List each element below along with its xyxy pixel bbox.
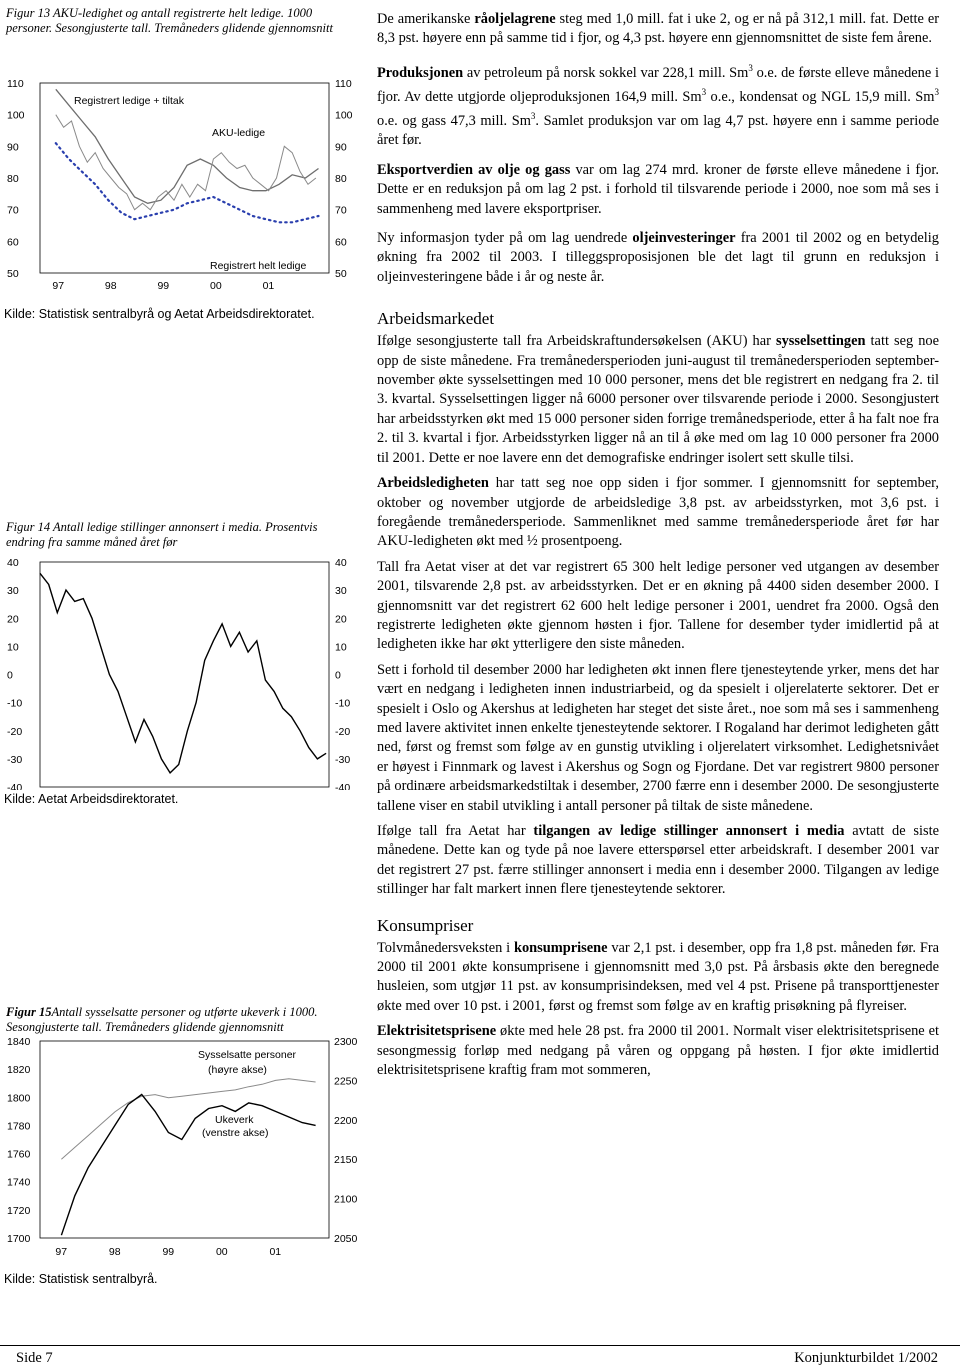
y-tick-label-right: -30 [335, 753, 351, 766]
y-tick-label-right: 2200 [334, 1114, 358, 1127]
text: var 2,1 pst. i desember, opp fra 1,8 pst. måneden før. Fra 2000 til 2001 økte konsumprisene i gjennomsnitt med 3,0 pst. På årsbasis økte den beregnede husleien, som utgjør 11 pst. av konsumprisindeksen, med vel 4 pst. Prisene på transporttjenester økte med over 10 pst. i 2001, først og fremst som følge av en kraftig prisøkning på flyreiser. [377, 939, 940, 1014]
keyword: sysselsettingen [775, 333, 866, 350]
y-tick-label-left: 10 [7, 641, 19, 654]
series-line [56, 143, 319, 222]
y-tick-label-left: 20 [7, 613, 19, 626]
plot-frame [40, 562, 329, 787]
y-tick-label-right: 100 [335, 109, 353, 122]
y-tick-label-left: 1720 [7, 1204, 31, 1217]
text: o.e. de første elleve månedene i fjor. Av dette utgjorde oljeproduksjonen 164,9 mill. Sm [377, 64, 939, 105]
figure-15-caption-text: Antall sysselsatte personer og utførte ukeverk i 1000. Sesongjusterte tall. Tremåneders glidende gjennomsnitt [6, 1005, 318, 1034]
y-tick-label-left: 110 [7, 78, 24, 90]
y-tick-label-right: 10 [335, 641, 347, 654]
x-tick-label: 99 [157, 280, 170, 292]
text: Ifølge tall fra Aetat har [377, 823, 534, 840]
series-line [56, 115, 316, 210]
text: var om lag 274 mrd. kroner de første elleve månedene i fjor. Dette er en reduksjon på om lag 2 pst. i forhold til tilsvarende periode i 2000, noe som må ses i sammenheng med lavere eksportpriser. [377, 161, 939, 217]
y-tick-label-right: 60 [335, 236, 347, 249]
figure-15 [0, 1005, 365, 1295]
y-tick-label-right: -40 [335, 782, 351, 790]
y-tick-label-left: 1820 [7, 1064, 31, 1077]
paragraph-oljeinvesteringer [377, 229, 939, 287]
y-tick-label-left: -10 [7, 697, 23, 710]
figure-13-caption-text: AKU-ledighet og antall registrerte helt ledige. 1000 personer. Sesongjusterte tall. Tremåneders glidende gjennomsnitt [6, 6, 333, 35]
text: Ny informasjon tyder på om lag uendrede [377, 230, 633, 247]
y-tick-label-right: 70 [335, 204, 347, 217]
x-tick-label: 98 [108, 1246, 121, 1258]
text: tatt seg noe opp de siste månedene. Fra tremånedersperioden juni-august til tremånedersperioden september-november økte sysselsettingen med 10 000 personer, mens det ble registrert en nedgang fra 2. til 3. kvartal. Sysselsettingen ligger nå 6000 personer over tilsvarende periode i 2000. Sesongjustert har arbeidsstyrken økt med 15 000 personer siden forrige tremånedsperiode, etter å ha falt noe fra 2. til 3. kvartal i fjor. Arbeidsstyrken ligger nå an til å øke med om lag 10 000 personer fra 2000 til 2001. Dette er noe lavere enn det demografiske endringer isolert sett skulle tilsi. [377, 333, 939, 466]
x-tick-label: 97 [55, 1246, 68, 1258]
series-line [40, 573, 326, 773]
x-tick-label: 01 [269, 1246, 282, 1258]
y-tick-label-left: 1760 [7, 1148, 31, 1161]
figure-15-chart [0, 1005, 365, 1275]
paragraph-desember: Sett i forhold til desember 2000 har ledigheten økt innen flere tjenesteytende yrker, mens det har vært en nedgang i ledigheten innen industriarbeid, og da spesielt i oljerelaterte sektorer. Det er spesielt i Oslo og Akershus at ledigheten har steget det siste året., noe som må ses i sammenheng med lavere aktivitet innen enkelte tjenesteytende sektorer. I Rogaland har derimot ledigheten gått ned, først og fremst som følge av en gunstig utvikling i oljerelatert virksomhet. Ledighetsnivået er høyest i Finnmark og lavest i Akershus og Sogn og Fjordane. Det var registrert 9800 personer på ordinære arbeidsmarkedstiltak i desember, 2700 færre enn i desember 2000. De sesongjusterte tallene viser en stabil utvikling i antall personer på tiltak de siste månedene. [377, 661, 939, 814]
superscript: 3 [530, 111, 536, 122]
figure-15-number: Figur 15 [6, 1005, 52, 1019]
paragraph-eksport [377, 161, 939, 219]
y-tick-label-right: 110 [335, 78, 352, 90]
y-tick-label-left: -20 [7, 725, 23, 738]
y-tick-label-right: 2300 [334, 1036, 358, 1048]
y-tick-label-left: 70 [7, 204, 19, 217]
keyword: oljeinvesteringer [632, 230, 736, 247]
y-tick-label-left: 1780 [7, 1120, 31, 1133]
y-tick-label-right: 30 [335, 585, 347, 598]
y-tick-label-left: 90 [7, 141, 19, 154]
y-tick-label-left: 40 [7, 557, 19, 569]
series-line [61, 1095, 315, 1236]
y-tick-label-right: -20 [335, 725, 351, 738]
paragraph-stillinger [377, 822, 939, 900]
y-tick-label-right: 50 [335, 268, 347, 280]
text: De amerikanske [377, 11, 475, 27]
x-tick-label: 01 [262, 280, 275, 292]
text: o.e. og gass 47,3 mill. Sm [377, 113, 531, 130]
page-number: Side 7 [16, 1350, 53, 1366]
figure-14-chart [0, 520, 365, 790]
text: o.e., kondensat og NGL 15,9 mill. Sm [706, 88, 935, 105]
y-tick-label-left: 1800 [7, 1092, 31, 1105]
y-tick-label-left: 80 [7, 173, 19, 185]
x-tick-label: 00 [210, 280, 222, 292]
y-tick-label-right: -10 [335, 697, 351, 710]
heading-konsumpriser: Konsumpriser [377, 915, 474, 935]
x-tick-label: 00 [215, 1246, 228, 1258]
y-tick-label-right: 2150 [334, 1154, 358, 1167]
keyword: konsumprisene [513, 939, 608, 956]
text: har tatt seg noe opp siden i fjor sommer. I gjennomsnitt for september, oktober og november utgjorde de arbeidsledige 3,8 pst. av arbeidsstyrken, mot 3,6 pst. i foregående tremånedersperiode. Sammenliknet med samme tremånedersperiode året før har AKU-ledigheten økt med ½ prosentpoeng. [377, 475, 939, 550]
article-column [377, 10, 939, 1086]
text: økte med hele 28 pst. fra 2000 til 2001. Normalt viser elektrisitetsprisene et sesongmessig forløp med nedgang på våren og oppgang på høsten. I fjor økte imidlertid elektrisitetsprisene kraftig fram mot sommeren, [377, 1023, 939, 1079]
y-tick-label-right: 40 [335, 557, 347, 569]
plot-frame [40, 83, 329, 273]
y-tick-label-right: 2050 [334, 1233, 358, 1245]
figure-13 [0, 0, 365, 330]
figure-14-caption-text: Antall ledige stillinger annonsert i media. Prosentvis endring fra samme måned året før [6, 520, 318, 549]
figure-14-source: Kilde: Aetat Arbeidsdirektoratet. [4, 792, 179, 806]
superscript: 3 [701, 87, 707, 98]
y-tick-label-left: 1740 [7, 1176, 31, 1189]
superscript: 3 [934, 87, 939, 98]
publication-name: Konjunkturbildet 1/2002 [794, 1350, 938, 1366]
figure-13-chart [0, 0, 365, 300]
series-label-aku-ledige: AKU-ledige [212, 127, 266, 139]
keyword: tilgangen av ledige stillinger annonsert i media [533, 823, 845, 840]
y-tick-label-left: 30 [7, 585, 19, 598]
keyword: råoljelagrene [474, 11, 556, 27]
figure-15-source: Kilde: Statistisk sentralbyrå. [4, 1272, 158, 1286]
y-tick-label-left: 1700 [7, 1233, 31, 1245]
keyword: Elektrisitetsprisene [377, 1023, 497, 1040]
page-footer [0, 1345, 960, 1369]
keyword: Produksjonen [377, 64, 464, 81]
text: fra 2001 til 2002 og en betydelig økning fra 2002 til 2003. I tilleggsproposisjonen ble det lagt til grunn en reduksjon i oljeinvesteringene både i år og neste år. [377, 230, 939, 285]
paragraph-elektrisitet [377, 1022, 939, 1080]
y-tick-label-left: -40 [7, 782, 23, 790]
y-tick-label-right: 80 [335, 173, 347, 185]
y-tick-label-left: 1840 [7, 1036, 31, 1048]
y-tick-label-right: 20 [335, 613, 347, 626]
figure-14-number: Figur 14 [6, 520, 51, 534]
x-tick-label: 99 [162, 1246, 175, 1258]
y-tick-label-left: -30 [7, 753, 23, 766]
keyword: Eksportverdien av olje og gass [377, 161, 571, 178]
series-label-sysselsatte: Sysselsatte personer [198, 1049, 297, 1061]
paragraph-raoljelagre [377, 10, 939, 49]
text: av petroleum på norsk sokkel var 228,1 mill. Sm [463, 64, 749, 81]
y-tick-label-left: 50 [7, 268, 19, 280]
y-tick-label-right: 2250 [334, 1075, 358, 1088]
series-label-ukeverk-axis: (venstre akse) [202, 1127, 269, 1139]
figure-13-number: Figur 13 [6, 6, 51, 20]
series-label-sysselsatte-axis: (høyre akse) [208, 1064, 267, 1076]
y-tick-label-right: 2100 [334, 1193, 358, 1206]
heading-arbeidsmarkedet: Arbeidsmarkedet [377, 309, 495, 329]
figure-column [0, 0, 365, 1345]
y-tick-label-left: 0 [7, 669, 13, 682]
y-tick-label-right: 0 [335, 669, 341, 682]
series-line [61, 1079, 315, 1159]
superscript: 3 [748, 62, 753, 73]
series-label-registrert-helt-ledige: Registrert helt ledige [210, 260, 307, 272]
series-label-registrert-ledige-tiltak: Registrert ledige + tiltak [74, 95, 185, 107]
paragraph-konsumpriser [377, 939, 939, 1017]
paragraph-arbeidsledighet [377, 474, 939, 552]
y-tick-label-right: 90 [335, 141, 347, 154]
paragraph-produksjon [377, 59, 939, 151]
text: Ifølge sesongjusterte tall fra Arbeidskraftundersøkelsen (AKU) har [377, 333, 776, 350]
text: Tolvmånedersveksten i [377, 939, 514, 956]
text: avtatt de siste månedene. Dette kan og tyde på noe lavere etterspørsel etter arbeidskraft. I desember 2001 var det registrert 27 pst. færre stillinger annonsert i media enn i desember 2000. Tilgangen av ledige stillinger har falt markert innen flere tjenesteytende sektorer. [377, 823, 939, 898]
y-tick-label-left: 60 [7, 236, 19, 249]
paragraph-aetat: Tall fra Aetat viser at det var registrert 65 300 helt ledige personer ved utgangen av desember 2001, tilsvarende 2,8 pst. av arbeidsstyrken. Det er en økning på 4400 siden desember 2000. I gjennomsnitt var det registrert 62 600 helt ledige personer i 2001, uendret fra 2000. Også den registrerte ledigheten økte gjennom høsten i fjor. Tallene for desember tyder imidlertid på at ledigheten ikke har økt ytterligere den siste måneden. [377, 558, 939, 653]
text: steg med 1,0 mill. fat i uke 2, og er nå på 312,1 mill. fat. Dette er 8,3 pst. høyere enn på samme tid i fjor, og 4,3 pst. høyere enn gjennomsnittet de siste fem årene. [377, 11, 939, 47]
paragraph-sysselsetting [377, 332, 939, 468]
x-tick-label: 97 [52, 280, 65, 292]
keyword: Arbeidsledigheten [377, 475, 489, 492]
text: . Samlet produksjon var om lag 4,7 pst. høyere enn i samme periode året før. [377, 113, 940, 149]
x-tick-label: 98 [104, 280, 117, 292]
figure-14 [0, 520, 365, 830]
y-tick-label-left: 100 [7, 109, 25, 122]
series-label-ukeverk: Ukeverk [215, 1114, 254, 1126]
figure-13-source: Kilde: Statistisk sentralbyrå og Aetat Arbeidsdirektoratet. [4, 307, 315, 321]
